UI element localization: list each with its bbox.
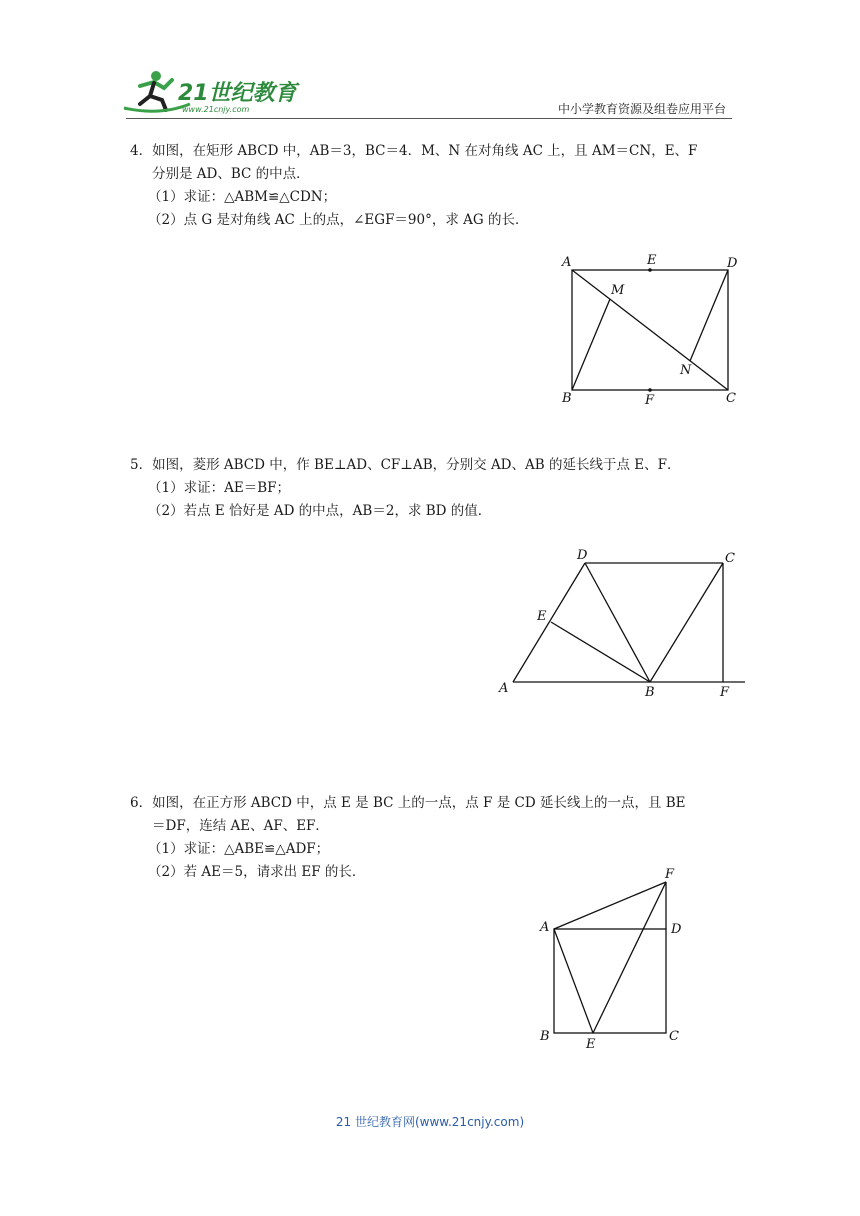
- label-D: D: [727, 256, 738, 271]
- label-E: E: [647, 253, 657, 268]
- label-B: B: [540, 1029, 550, 1044]
- label-A: A: [540, 920, 550, 935]
- figure-rectangle: [550, 250, 750, 410]
- problem-number: 6．: [130, 795, 153, 811]
- label-A: A: [562, 255, 572, 270]
- question-1: （1）求证：△ABM≌△CDN；: [148, 189, 337, 205]
- label-F: F: [720, 685, 730, 700]
- label-N: N: [680, 363, 692, 378]
- label-A: A: [499, 681, 509, 696]
- problem-statement: 如图，菱形 ABCD 中，作 BE⊥AD、CF⊥AB，分别交 AD、AB 的延长线于点 E、F．: [152, 457, 681, 473]
- header-divider: [126, 118, 732, 119]
- problem-5: [130, 454, 740, 523]
- label-F: F: [645, 393, 655, 408]
- label-B: B: [562, 391, 572, 406]
- problem-4: [130, 140, 740, 232]
- label-C: C: [725, 551, 735, 566]
- label-E: E: [586, 1037, 596, 1052]
- page-header: [0, 0, 860, 125]
- question-1: （1）求证：AE＝BF；: [148, 480, 290, 496]
- label-M: M: [611, 283, 625, 298]
- problem-statement: 如图，在矩形 ABCD 中，AB＝3，BC＝4．M、N 在对角线 AC 上，且 AM＝CN，E、F: [152, 143, 698, 159]
- logo-url: www.21cnjy.com: [182, 105, 250, 114]
- label-E: E: [537, 609, 547, 624]
- problem-statement-cont: 分别是 AD、BC 的中点．: [152, 166, 310, 182]
- label-C: C: [726, 391, 736, 406]
- question-1: （1）求证：△ABE≌△ADF；: [148, 841, 330, 857]
- label-C: C: [669, 1029, 679, 1044]
- figure-rhombus: [495, 545, 755, 705]
- footer-link[interactable]: 21 世纪教育网(www.21cnjy.com): [335, 1115, 525, 1129]
- site-logo[interactable]: [120, 66, 300, 116]
- logo-text: 21世纪教育: [178, 81, 297, 106]
- label-B: B: [645, 685, 655, 700]
- label-D: D: [671, 922, 682, 937]
- problem-number: 4．: [130, 143, 153, 159]
- figure-square: [535, 862, 695, 1052]
- problem-statement: 如图，在正方形 ABCD 中，点 E 是 BC 上的一点，点 F 是 CD 延长线上的一点，且 BE: [152, 795, 686, 811]
- question-2: （2）点 G 是对角线 AC 上的点，∠EGF＝90°，求 AG 的长．: [148, 212, 529, 228]
- question-2: （2）若 AE＝5，请求出 EF 的长．: [148, 864, 366, 880]
- problem-number: 5．: [130, 457, 153, 473]
- platform-name: 中小学教育资源及组卷应用平台: [557, 102, 726, 116]
- question-2: （2）若点 E 恰好是 AD 的中点，AB＝2，求 BD 的值．: [148, 503, 492, 519]
- label-D: D: [577, 548, 588, 563]
- problem-statement-cont: ＝DF，连结 AE、AF、EF．: [152, 818, 329, 834]
- label-F: F: [665, 867, 675, 882]
